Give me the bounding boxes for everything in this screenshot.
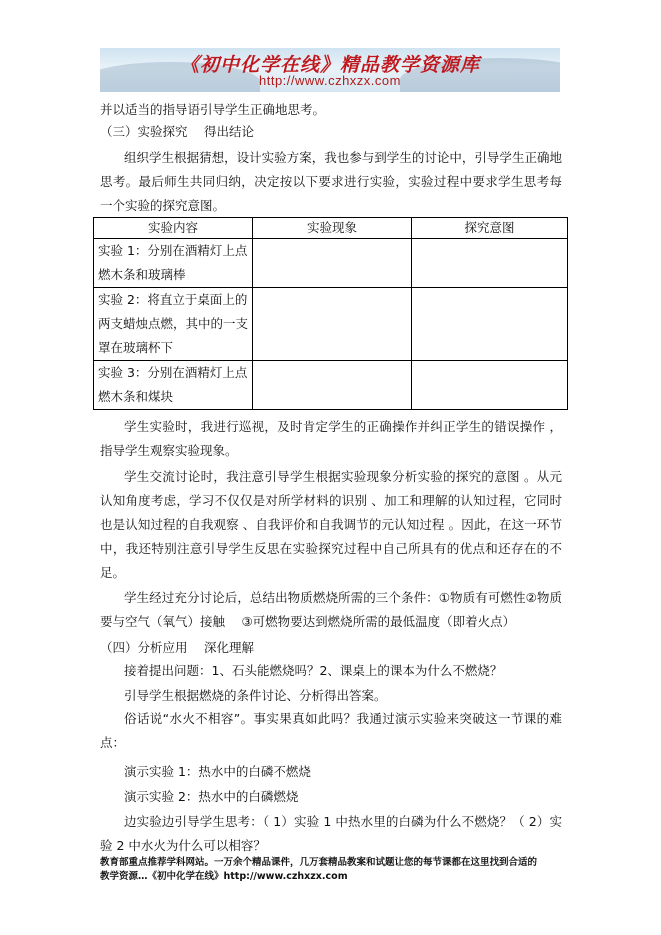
paragraph-conditions: 学生经过充分讨论后，总结出物质燃烧所需的三个条件：①物质有可燃性②物质要与空气（氧气）接触 ③可燃物要达到燃烧所需的最低温度（即着火点） xyxy=(100,590,562,629)
table-header-row xyxy=(94,218,568,239)
paragraph-saying: 俗话说“水火不相容”。事实果真如此吗？我通过演示实验来突破这一节课的难点： xyxy=(100,711,562,750)
cell-content: 实验 2：将直立于桌面上的两支蜡烛点燃，其中的一支罩在玻璃杯下 xyxy=(94,288,253,361)
experiment-table xyxy=(93,217,568,410)
demo-2: 演示实验 2：热水中的白磷燃烧 xyxy=(124,789,299,804)
footer-line-2: 教学资源…《初中化学在线》http://www.czhxzx.com xyxy=(100,871,348,882)
table-header: 探究意图 xyxy=(412,218,568,239)
section-heading-4: （四）分析应用 深化理解 xyxy=(100,640,254,655)
paragraph-plan: 组织学生根据猜想，设计实验方案，我也参与到学生的讨论中，引导学生正确地思考。最后师生共同归纳，决定按以下要求进行实验，实验过程中要求学生思考每一个实验的探究意图。 xyxy=(100,150,562,213)
table-header: 实验现象 xyxy=(253,218,412,239)
paragraph-discussion: 学生交流讨论时，我注意引导学生根据实验现象分析实验的探究的意图 。从元认知角度考虑，学习不仅仅是对所学材料的识别 、加工和理解的认知过程，它同时也是认知过程的自我观察 、自我评价和自我调节的元认知过程 。因此，在这一环节中，我还特别注意引导学生反思在实验探究过程中自己所具有的优点和还存在的不足。 xyxy=(100,469,562,580)
section-heading-3: （三）实验探究 得出结论 xyxy=(100,124,254,139)
cell-content: 实验 3：分别在酒精灯上点燃木条和煤块 xyxy=(94,361,253,410)
table-row xyxy=(94,361,568,410)
header-banner xyxy=(100,48,560,92)
cell-phenomenon xyxy=(253,361,412,410)
cell-intent xyxy=(412,361,568,410)
question-line: 接着提出问题：1、石头能燃烧吗？2、课桌上的课本为什么不燃烧？ xyxy=(124,663,503,678)
guide-line: 引导学生根据燃烧的条件讨论、分析得出答案。 xyxy=(124,688,387,703)
table-row xyxy=(94,239,568,288)
cell-intent xyxy=(412,239,568,288)
banner-title: 《初中化学在线》精品教学资源库 xyxy=(179,54,480,76)
cell-phenomenon xyxy=(253,288,412,361)
cell-phenomenon xyxy=(253,239,412,288)
footer-line-1: 教育部重点推荐学科网站。一万余个精品课件，几万套精品教案和试题让您的每节课都在这里找到合适的 xyxy=(100,857,538,868)
cell-intent xyxy=(412,288,568,361)
banner-url[interactable]: http://www.czhxzx.com xyxy=(259,73,401,88)
demo-1: 演示实验 1：热水中的白磷不燃烧 xyxy=(124,764,311,779)
table-row xyxy=(94,288,568,361)
table-header: 实验内容 xyxy=(94,218,253,239)
paragraph-reflection: 边实验边引导学生思考：（ 1）实验 1 中热水里的白磷为什么不燃烧？（ 2）实验 2 中水火为什么可以相容？ xyxy=(100,814,562,853)
paragraph-fragment: 并以适当的指导语引导学生正确地思考。 xyxy=(100,102,326,117)
cell-content: 实验 1：分别在酒精灯上点燃木条和玻璃棒 xyxy=(94,239,253,288)
paragraph-inspection: 学生实验时，我进行巡视，及时肯定学生的正确操作并纠正学生的错误操作 ，指导学生观察实验现象。 xyxy=(100,419,562,458)
